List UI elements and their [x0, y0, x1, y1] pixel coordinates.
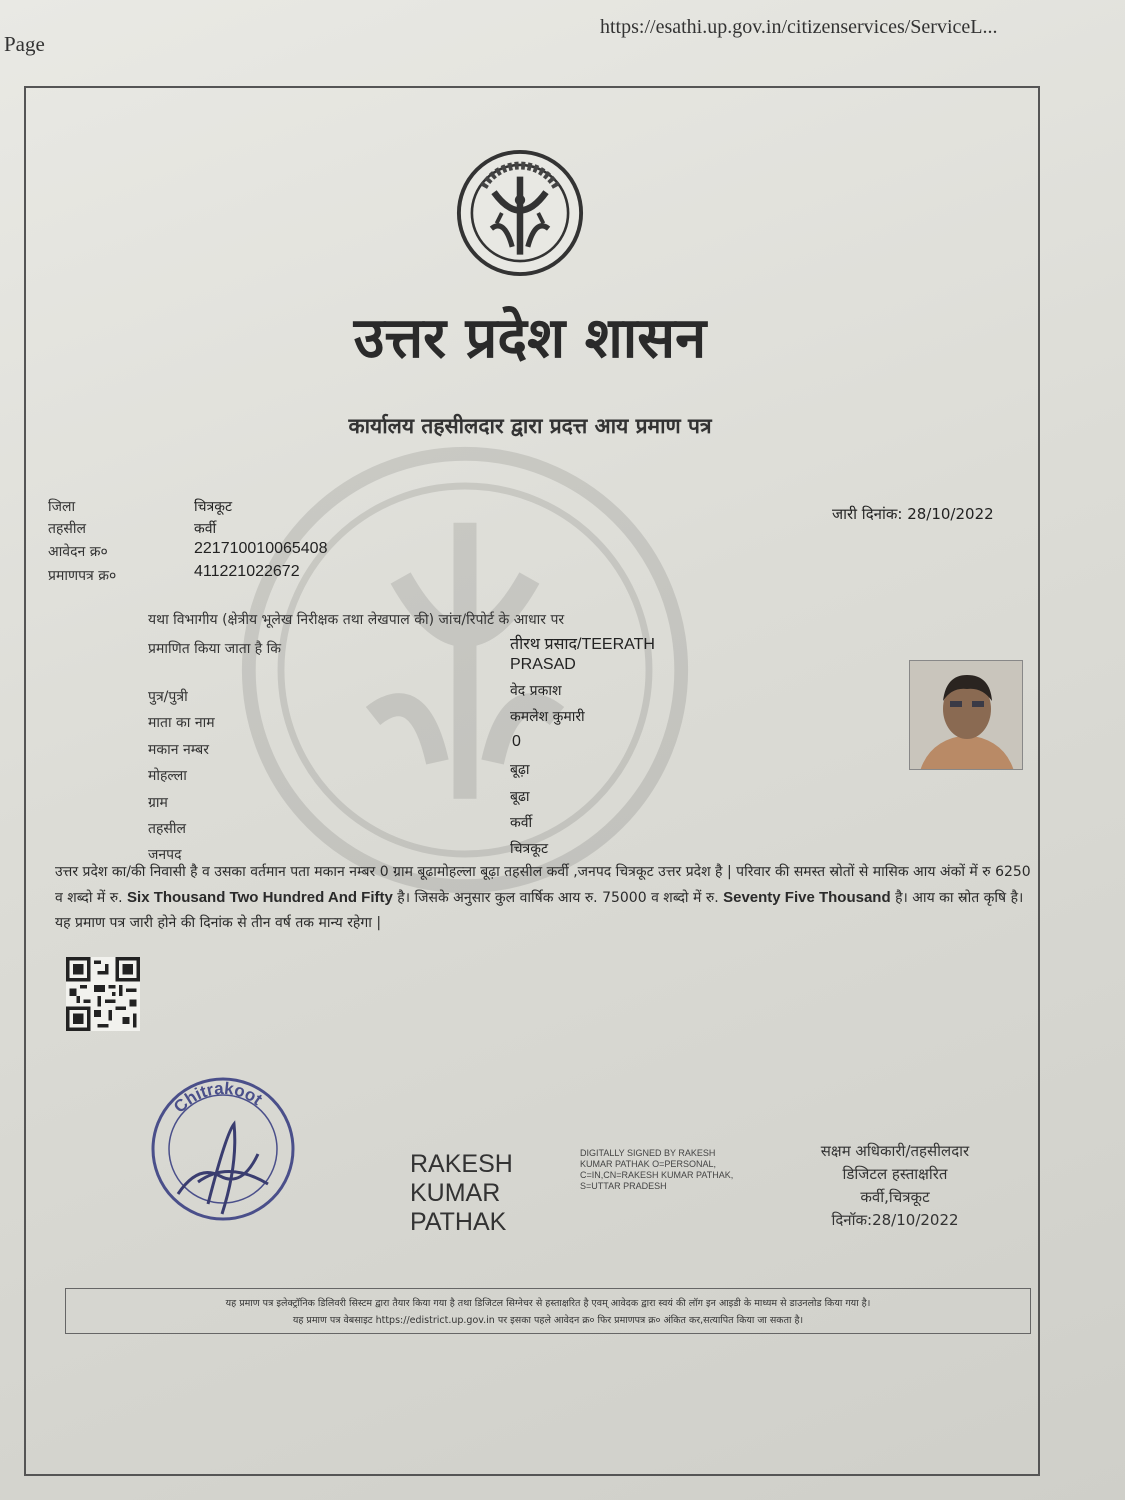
monthly-income-words: Six Thousand Two Hundred And Fifty: [127, 889, 393, 906]
officer-title: सक्षम अधिकारी/तहसीलदार: [820, 1142, 970, 1160]
signer-name: [410, 1150, 560, 1237]
mother-name-label: माता का नाम: [148, 715, 215, 731]
certificate-sub-title: कार्यालय तहसीलदार द्वारा प्रदत्त आय प्रमाण पत्र: [348, 414, 712, 438]
certify-label: प्रमाणित किया जाता है कि: [148, 641, 282, 657]
applicant-name-line1: तीरथ प्रसाद/TEERATH: [510, 636, 655, 653]
applicant-name-line2: PRASAD: [510, 656, 576, 673]
applicant-photo: [909, 660, 1023, 770]
footer-line-1: यह प्रमाण पत्र इलेक्ट्रॉनिक डिलिवरी सिस्टम द्वारा तैयार किया गया है तथा डिजिटल सिग्नेचर से हस्ताक्षरित है एवम् आवेदक द्वारा स्वयं की लॉग इन आइडी के माध्यम से डाउनलोड किया गया है।: [225, 1298, 871, 1309]
house-number-label: मकान नम्बर: [148, 742, 210, 758]
officer-location: कर्वी,चित्रकूट: [860, 1188, 930, 1206]
tehsil-value: कर्वी: [194, 521, 217, 537]
digital-signature-note: DIGITALLY SIGNED BY RAKESH KUMAR PATHAK O=PERSONAL, C=IN,CN=RAKESH KUMAR PATHAK, S=UTTAR PRADESH: [580, 1148, 734, 1191]
certificate-number-value: 411221022672: [194, 563, 300, 580]
officer-block: [770, 1140, 1020, 1232]
district-value: चित्रकूट: [194, 499, 233, 515]
watermark-emblem-icon: [235, 440, 695, 900]
signer-name-line1: RAKESH: [410, 1150, 513, 1178]
seal-text: Chitrakoot: [169, 1078, 266, 1117]
village-label: ग्राम: [148, 795, 168, 811]
certificate-main-title: उत्तर प्रदेश शासन: [353, 306, 707, 371]
footer-box: [65, 1288, 1031, 1334]
print-url: https://esathi.up.gov.in/citizenservices/ServiceL...: [600, 16, 998, 38]
tehsil-label: तहसील: [48, 521, 86, 537]
signer-name-line2: KUMAR: [410, 1179, 501, 1207]
paragraph-part-2: है। जिसके अनुसार कुल वार्षिक आय रु. 75000 व शब्दो में रु.: [392, 890, 724, 906]
district-label: जिला: [48, 499, 76, 515]
body-tehsil-label: तहसील: [148, 821, 186, 837]
application-number-label: आवेदन क्र०: [48, 544, 108, 560]
mother-name-value: कमलेश कुमारी: [510, 709, 585, 725]
paragraph-part-1: उत्तर प्रदेश का/की निवासी है व उसका वर्तमान पता मकान नम्बर 0 ग्राम बूढामोहल्ला बूढ़ा तहसील कर्वी ,जनपद चित्रकूट उत्तर प्रदेश है | परिवार की समस्त स्रोतों से मासिक आय अंकों में रु 6250 व शब्दो में रु.: [55, 864, 1031, 906]
parent-value: वेद प्रकाश: [510, 683, 562, 699]
officer-digital-signed: डिजिटल हस्ताक्षरित: [842, 1165, 948, 1183]
janpad-label: जनपद: [148, 847, 182, 863]
locality-value: बूढ़ा: [510, 762, 530, 778]
locality-label: मोहल्ला: [148, 768, 187, 784]
print-page-label: Page: [4, 32, 45, 56]
body-tehsil-value: कर्वी: [510, 815, 533, 831]
janpad-value: चित्रकूट: [510, 841, 549, 857]
parent-label: पुत्र/पुत्री: [148, 689, 188, 705]
footer-line-2: यह प्रमाण पत्र वेबसाइट https://edistrict.up.gov.in पर इसका पहले आवेदन क्र० फिर प्रमाणपत्र क्र० अंकित कर,सत्यापित किया जा सकता है।: [292, 1315, 804, 1326]
house-number-value: 0: [512, 733, 521, 750]
village-value: बूढा: [510, 789, 530, 805]
certificate-paragraph: [55, 860, 1035, 936]
certificate-number-label: प्रमाणपत्र क्र०: [48, 568, 117, 584]
qr-code-icon[interactable]: [66, 957, 140, 1031]
tehsil-seal-stamp: [138, 1064, 308, 1234]
application-number-value: 221710010065408: [194, 540, 328, 557]
intro-line: यथा विभागीय (क्षेत्रीय भूलेख निरीक्षक तथा लेखपाल की) जांच/रिपोर्ट के आधार पर: [148, 612, 565, 628]
signer-name-line3: PATHAK: [410, 1208, 507, 1236]
issue-date: जारी दिनांक: 28/10/2022: [832, 505, 994, 523]
officer-date: दिनॉक:28/10/2022: [831, 1211, 959, 1229]
paragraph-part-3: है। आय का स्रोत कृषि है। यह प्रमाण पत्र जारी होने की दिनांक से तीन वर्ष तक मान्य रहेगा |: [55, 890, 1024, 931]
annual-income-words: Seventy Five Thousand: [723, 889, 891, 906]
up-government-emblem-icon: [455, 148, 585, 278]
